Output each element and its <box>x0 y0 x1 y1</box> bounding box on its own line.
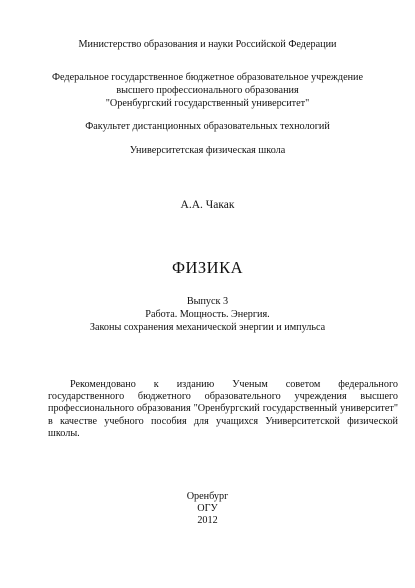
city: Оренбург <box>186 491 229 502</box>
institution-line-3: "Оренбургский государственный университет" <box>105 98 310 109</box>
institution-line-1: Федеральное государственное бюджетное образовательное учреждение <box>51 72 364 83</box>
book-title: ФИЗИКА <box>171 258 244 277</box>
recommendation-block <box>48 379 398 440</box>
author-name: А.А. Чакак <box>180 199 235 211</box>
institution-line-2: высшего профессионального образования <box>116 85 299 96</box>
issue-topics-line-1: Работа. Мощность. Энергия. <box>145 309 270 320</box>
publisher: ОГУ <box>197 503 218 514</box>
faculty-line: Факультет дистанционных образовательных технологий <box>85 121 330 132</box>
ministry-line: Министерство образования и науки Российской Федерации <box>78 39 337 50</box>
recommendation-text: Рекомендовано к изданию Ученым советом федерального государственного бюджетного образовательного учреждения высшего профессионального образования "Оренбургский государственный университет" в качестве учебного пособия для учащихся Университетской физической школы. <box>48 379 398 439</box>
year: 2012 <box>197 515 218 526</box>
issue-topics-line-2: Законы сохранения механической энергии и импульса <box>89 322 326 333</box>
issue-number: Выпуск 3 <box>186 296 229 307</box>
school-line: Университетская физическая школа <box>129 145 286 156</box>
